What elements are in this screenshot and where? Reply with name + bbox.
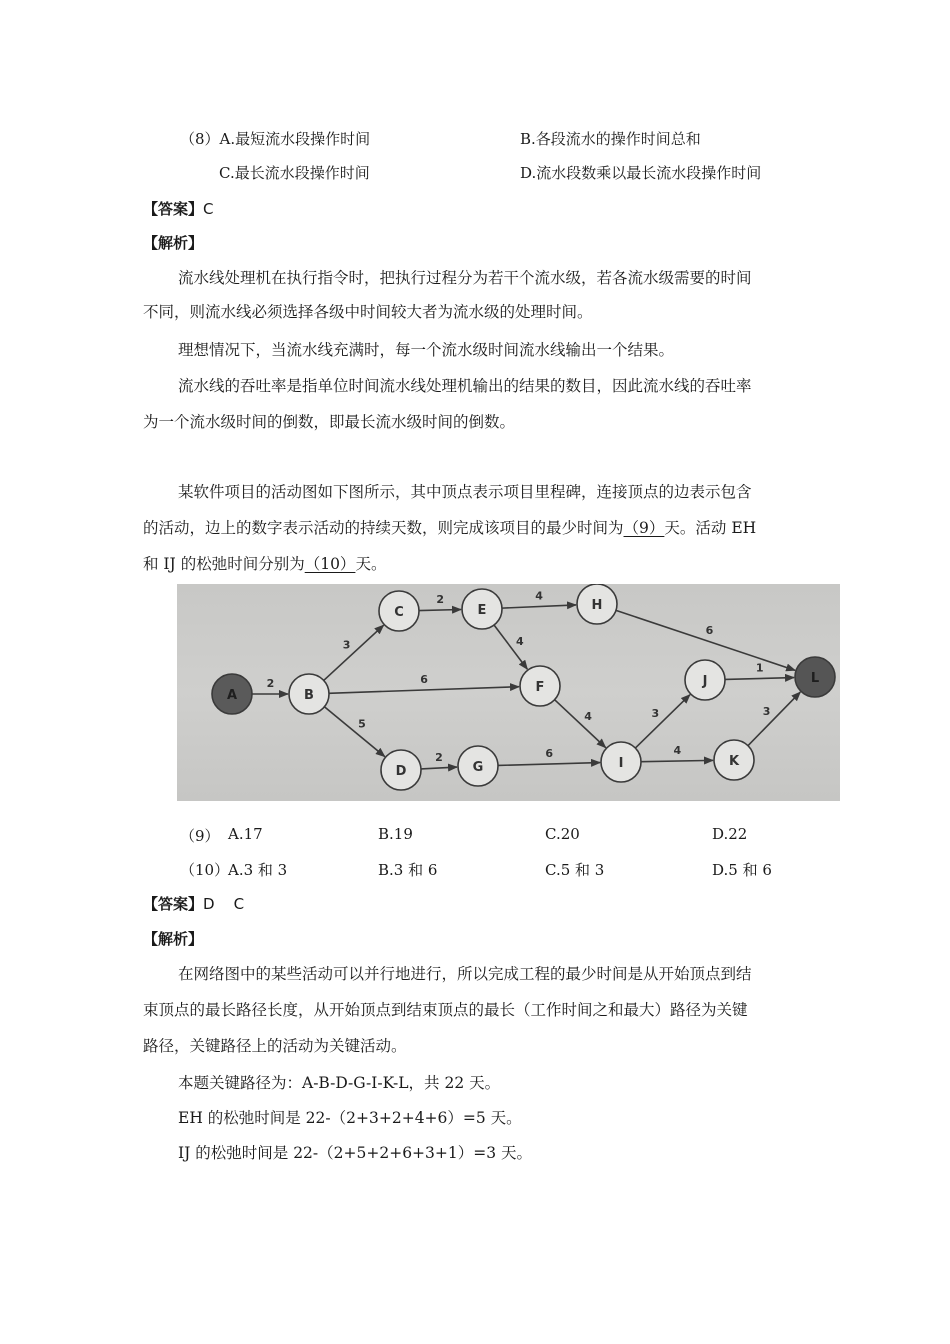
edge-JL (725, 678, 794, 680)
q8-option-d: D.流水段数乘以最长流水段操作时间 (520, 164, 762, 182)
q8-option-a: （8）A.最短流水段操作时间 (180, 130, 371, 148)
edge-weight-HL: 6 (705, 624, 714, 638)
answer-line-1 (143, 198, 214, 219)
edge-weight-FI: 4 (584, 709, 592, 723)
answer-value: D C (203, 895, 245, 913)
edge-KL (748, 692, 800, 746)
node-label-G: G (472, 760, 484, 775)
edge-weight-BC: 3 (342, 638, 351, 652)
answer-label: 【答案】 (143, 200, 204, 218)
node-label-E: E (477, 603, 487, 618)
edge-weight-AB: 2 (266, 677, 275, 690)
q9-prefix: （9） (180, 827, 220, 845)
node-label-F: F (535, 680, 545, 695)
edge-weight-IK: 4 (673, 744, 682, 758)
analysis2-p3: EH 的松弛时间是 22-（2+3+2+4+6）=5 天。 (178, 1109, 522, 1127)
analysis-label: 【解析】 (143, 234, 204, 252)
edge-BF (329, 687, 519, 694)
q8-option-b: B.各段流水的操作时间总和 (520, 130, 701, 148)
edge-weight-IJ: 3 (651, 707, 660, 721)
analysis2-p1-line3: 路径，关键路径上的活动为关键活动。 (143, 1037, 407, 1055)
question-line1: 某软件项目的活动图如下图所示，其中顶点表示项目里程碑，连接顶点的边表示包含 (178, 483, 752, 501)
edge-weight-GI: 6 (545, 747, 554, 761)
activity-network-svg (177, 584, 840, 801)
question-line2-text: 的活动，边上的数字表示活动的持续天数，则完成该项目的最少时间为 (143, 519, 624, 537)
analysis1-p1-line2: 不同，则流水线必须选择各级中时间较大者为流水级的处理时间。 (143, 303, 593, 321)
q9-option-c: C.20 (545, 825, 580, 843)
edge-CE (419, 610, 461, 611)
analysis2-p1-line1: 在网络图中的某些活动可以并行地进行，所以完成工程的最少时间是从开始顶点到结 (178, 965, 752, 983)
edge-weight-BD: 5 (358, 717, 366, 731)
node-label-D: D (395, 764, 407, 779)
analysis1-p3-line1: 流水线的吞吐率是指单位时间流水线处理机输出的结果的数目，因此流水线的吞吐率 (178, 377, 752, 395)
edge-weight-KL: 3 (762, 704, 771, 718)
answer-label: 【答案】 (143, 895, 204, 913)
node-label-C: C (394, 605, 404, 620)
edge-IK (641, 760, 713, 761)
edge-weight-BF: 6 (420, 673, 428, 687)
q9-option-d: D.22 (712, 825, 748, 843)
blank-10: （10） (304, 555, 356, 573)
analysis1-p3-line2: 为一个流水级时间的倒数，即最长流水级时间的倒数。 (143, 413, 516, 431)
node-label-B: B (304, 688, 314, 703)
edge-weight-EH: 4 (535, 589, 543, 603)
question-line2 (143, 516, 756, 538)
node-label-K: K (728, 754, 740, 769)
edge-weight-DG: 2 (435, 751, 443, 765)
node-label-I: I (618, 756, 624, 771)
q10-prefix: （10） (180, 861, 230, 879)
node-label-A: A (226, 688, 238, 703)
q9-option-b: B.19 (378, 825, 413, 843)
q8-option-c: C.最长流水段操作时间 (219, 164, 370, 182)
analysis-label: 【解析】 (143, 930, 204, 948)
analysis2-p2: 本题关键路径为：A-B-D-G-I-K-L，共 22 天。 (178, 1074, 501, 1092)
q9-option-a: A.17 (228, 825, 263, 843)
analysis1-p2: 理想情况下，当流水线充满时，每一个流水级时间流水线输出一个结果。 (178, 341, 675, 359)
edge-BC (324, 625, 384, 680)
answer-line-2 (143, 893, 244, 914)
edge-DG (421, 767, 457, 769)
question-line2-tail: 天。活动 EH (664, 519, 757, 537)
edge-EH (502, 605, 576, 608)
q10-option-c: C.5 和 3 (545, 861, 605, 879)
answer-value: C (203, 200, 214, 218)
analysis2-p4: IJ 的松弛时间是 22-（2+5+2+6+3+1）=3 天。 (178, 1144, 533, 1162)
q10-option-b: B.3 和 6 (378, 861, 438, 879)
edge-weight-CE: 2 (436, 593, 445, 607)
edge-weight-JL: 1 (755, 661, 764, 675)
edge-weight-EF: 4 (515, 634, 524, 648)
blank-9: （9） (623, 519, 665, 537)
question-line3 (143, 552, 386, 574)
q10-option-d: D.5 和 6 (712, 861, 772, 879)
analysis2-p1-line2: 束顶点的最长路径长度，从开始顶点到结束顶点的最长（工作时间之和最大）路径为关键 (143, 1001, 748, 1019)
question-line3-tail: 天。 (355, 555, 387, 573)
edge-GI (498, 763, 600, 766)
node-label-H: H (591, 598, 603, 613)
question-line3-text: 和 IJ 的松弛时间分别为 (143, 555, 305, 573)
node-label-L: L (810, 671, 820, 686)
analysis1-p1-line1: 流水线处理机在执行指令时，把执行过程分为若干个流水级，若各流水级需要的时间 (178, 269, 752, 287)
q10-option-a: A.3 和 3 (228, 861, 288, 879)
edge-BD (324, 707, 384, 757)
node-label-J: J (702, 674, 708, 689)
edge-IJ (635, 695, 690, 748)
activity-network-diagram (177, 584, 840, 801)
edge-FI (555, 700, 606, 748)
